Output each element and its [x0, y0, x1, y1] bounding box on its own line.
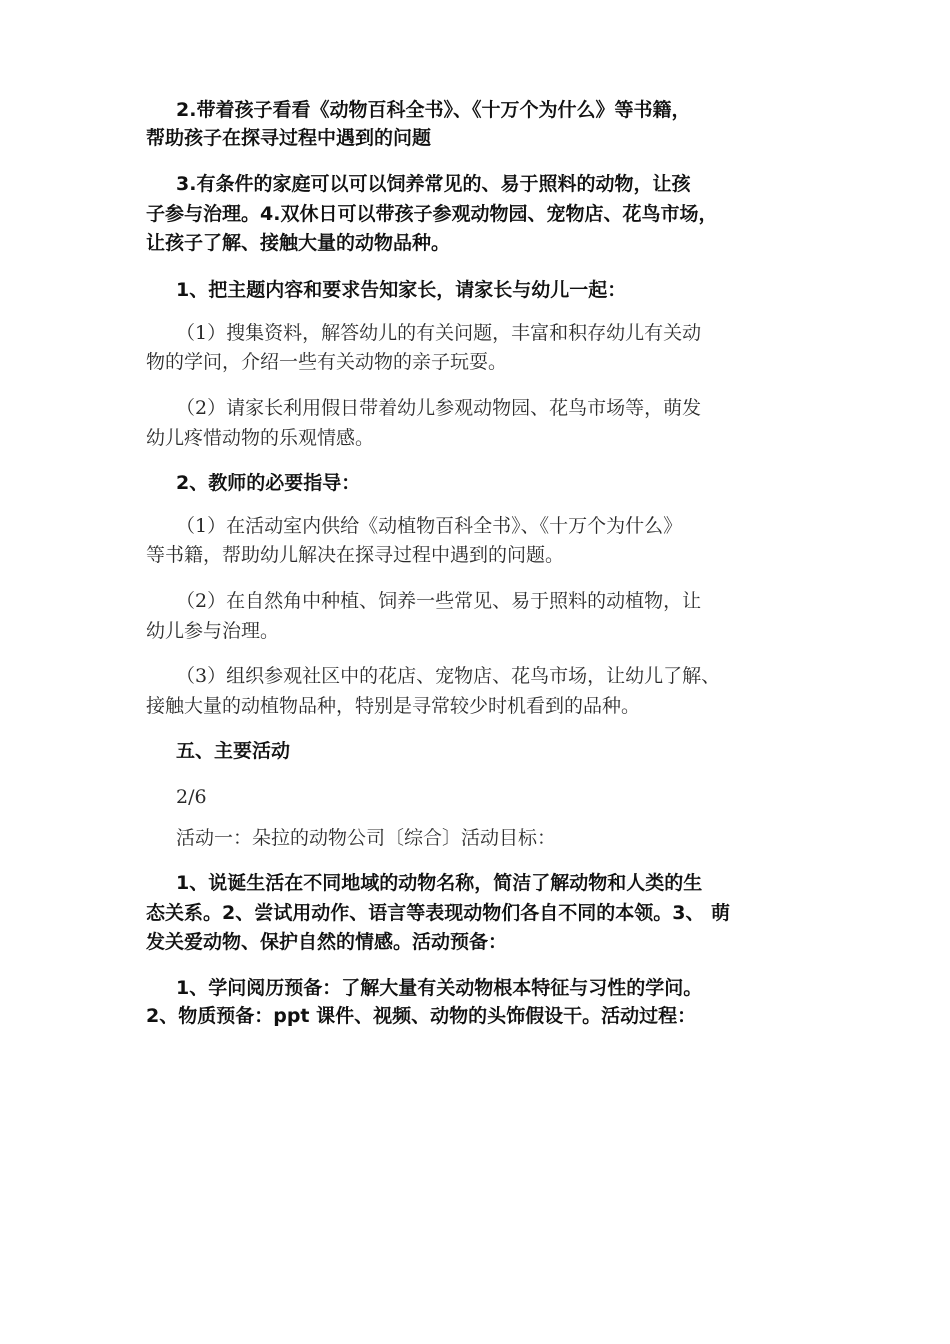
- text-line-parents-2a: （2）请家长利用假日带着幼儿参观动物园、花鸟市场等，萌发: [176, 397, 702, 419]
- text-line-parents-2b: 幼儿疼惜动物的乐观情感。: [146, 427, 375, 449]
- section-heading-parents: 1、把主题内容和要求告知家长，请家长与幼儿一起：: [176, 279, 627, 301]
- section-heading-teacher: 2、教师的必要指导：: [176, 472, 361, 494]
- text-line-parents-1a: （1）搜集资料，解答幼儿的有关问题，丰富和积存幼儿有关动: [176, 322, 702, 344]
- text-line-teacher-1a: （1）在活动室内供给《动植物百科全书》、《十万个为什么》: [176, 515, 683, 537]
- section-heading-main-activities: 五、主要活动: [176, 740, 291, 762]
- text-line-goals-c: 发关爱动物、保护自然的情感。活动预备：: [146, 931, 508, 953]
- text-line-goals-a: 1、说诞生活在不同地域的动物名称，简洁了解动物和人类的生: [176, 872, 703, 894]
- text-line-teacher-1b: 等书籍，帮助幼儿解决在探寻过程中遇到的问题。: [146, 544, 565, 566]
- text-line-species: 让孩子了解、接触大量的动物品种。: [146, 232, 451, 254]
- text-line-teacher-3b: 接触大量的动植物品种，特别是寻常较少时机看到的品种。: [146, 695, 641, 717]
- text-line-item-2-books: 2.带着孩子看看《动物百科全书》、《十万个为什么》等书籍，: [176, 99, 691, 121]
- text-line-teacher-3a: （3）组织参观社区中的花店、宠物店、花鸟市场，让幼儿了解、: [176, 665, 721, 687]
- text-line-item-4-weekend: 子参与治理。4.双休日可以带孩子参观动物园、宠物店、花鸟市场，: [146, 203, 718, 225]
- text-line-parents-1b: 物的学问，介绍一些有关动物的亲子玩耍。: [146, 351, 508, 373]
- page-number: 2/6: [176, 786, 207, 808]
- text-line-prep-knowledge: 1、学问阅历预备：了解大量有关动物根本特征与习性的学问。: [176, 977, 703, 999]
- activity-one-title: 活动一：朵拉的动物公司〔综合〕活动目标：: [176, 827, 557, 849]
- text-line-teacher-2b: 幼儿参与治理。: [146, 620, 280, 642]
- text-line-prep-materials: 2、物质预备：ppt 课件、视频、动物的头饰假设干。活动过程：: [146, 1005, 697, 1027]
- text-line-help-child: 帮助孩子在探寻过程中遇到的问题: [146, 127, 432, 149]
- text-line-goals-b: 态关系。2、尝试用动作、语言等表现动物们各自不同的本领。3、 萌: [146, 902, 731, 924]
- text-line-item-3-pets: 3.有条件的家庭可以可以饲养常见的、易于照料的动物，让孩: [176, 173, 691, 195]
- text-line-teacher-2a: （2）在自然角中种植、饲养一些常见、易于照料的动植物，让: [176, 590, 702, 612]
